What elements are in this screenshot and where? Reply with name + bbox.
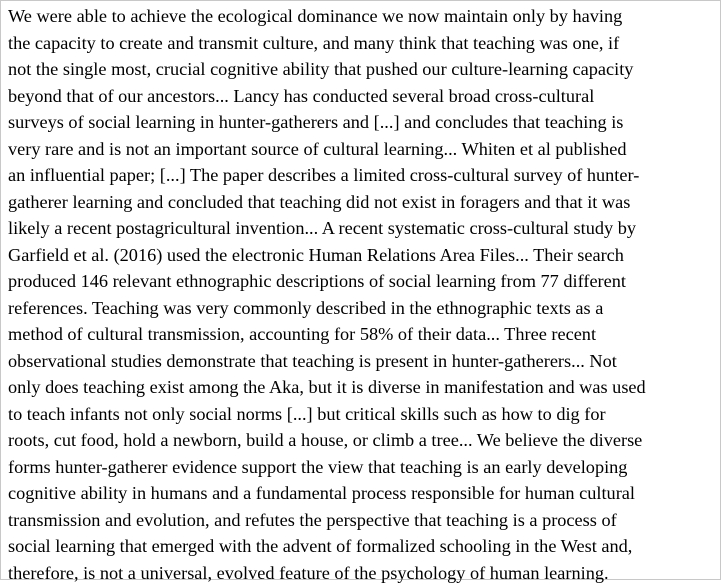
text-line: method of cultural transmission, accounting for 58% of their data... Three recent	[8, 321, 720, 348]
text-line: surveys of social learning in hunter-gatherers and [...] and concludes that teaching is	[8, 109, 720, 136]
text-line: not the single most, crucial cognitive ability that pushed our culture-learning capacity	[8, 56, 720, 83]
text-line: beyond that of our ancestors... Lancy has conducted several broad cross-cultural	[8, 83, 720, 110]
text-line: produced 146 relevant ethnographic descriptions of social learning from 77 different	[8, 268, 720, 295]
text-line: an influential paper; [...] The paper describes a limited cross-cultural survey of hunter-	[8, 162, 720, 189]
text-line: likely a recent postagricultural invention... A recent systematic cross-cultural study by	[8, 215, 720, 242]
text-line: roots, cut food, hold a newborn, build a house, or climb a tree... We believe the diverse	[8, 427, 720, 454]
text-line: social learning that emerged with the advent of formalized schooling in the West and,	[8, 533, 720, 560]
text-line: therefore, is not a universal, evolved feature of the psychology of human learning.	[8, 560, 720, 586]
text-line: We were able to achieve the ecological dominance we now maintain only by having	[8, 3, 720, 30]
text-line: only does teaching exist among the Aka, but it is diverse in manifestation and was used	[8, 374, 720, 401]
text-line: observational studies demonstrate that teaching is present in hunter-gatherers... Not	[8, 348, 720, 375]
text-line: gatherer learning and concluded that teaching did not exist in foragers and that it was	[8, 189, 720, 216]
text-line: forms hunter-gatherer evidence support the view that teaching is an early developing	[8, 454, 720, 481]
text-line: cognitive ability in humans and a fundamental process responsible for human cultural	[8, 480, 720, 507]
text-excerpt	[8, 3, 720, 586]
text-line: Garfield et al. (2016) used the electronic Human Relations Area Files... Their search	[8, 242, 720, 269]
text-line: references. Teaching was very commonly described in the ethnographic texts as a	[8, 295, 720, 322]
text-line: the capacity to create and transmit culture, and many think that teaching was one, if	[8, 30, 720, 57]
text-line: to teach infants not only social norms [...] but critical skills such as how to dig for	[8, 401, 720, 428]
text-line: very rare and is not an important source of cultural learning... Whiten et al published	[8, 136, 720, 163]
text-line: transmission and evolution, and refutes the perspective that teaching is a process of	[8, 507, 720, 534]
